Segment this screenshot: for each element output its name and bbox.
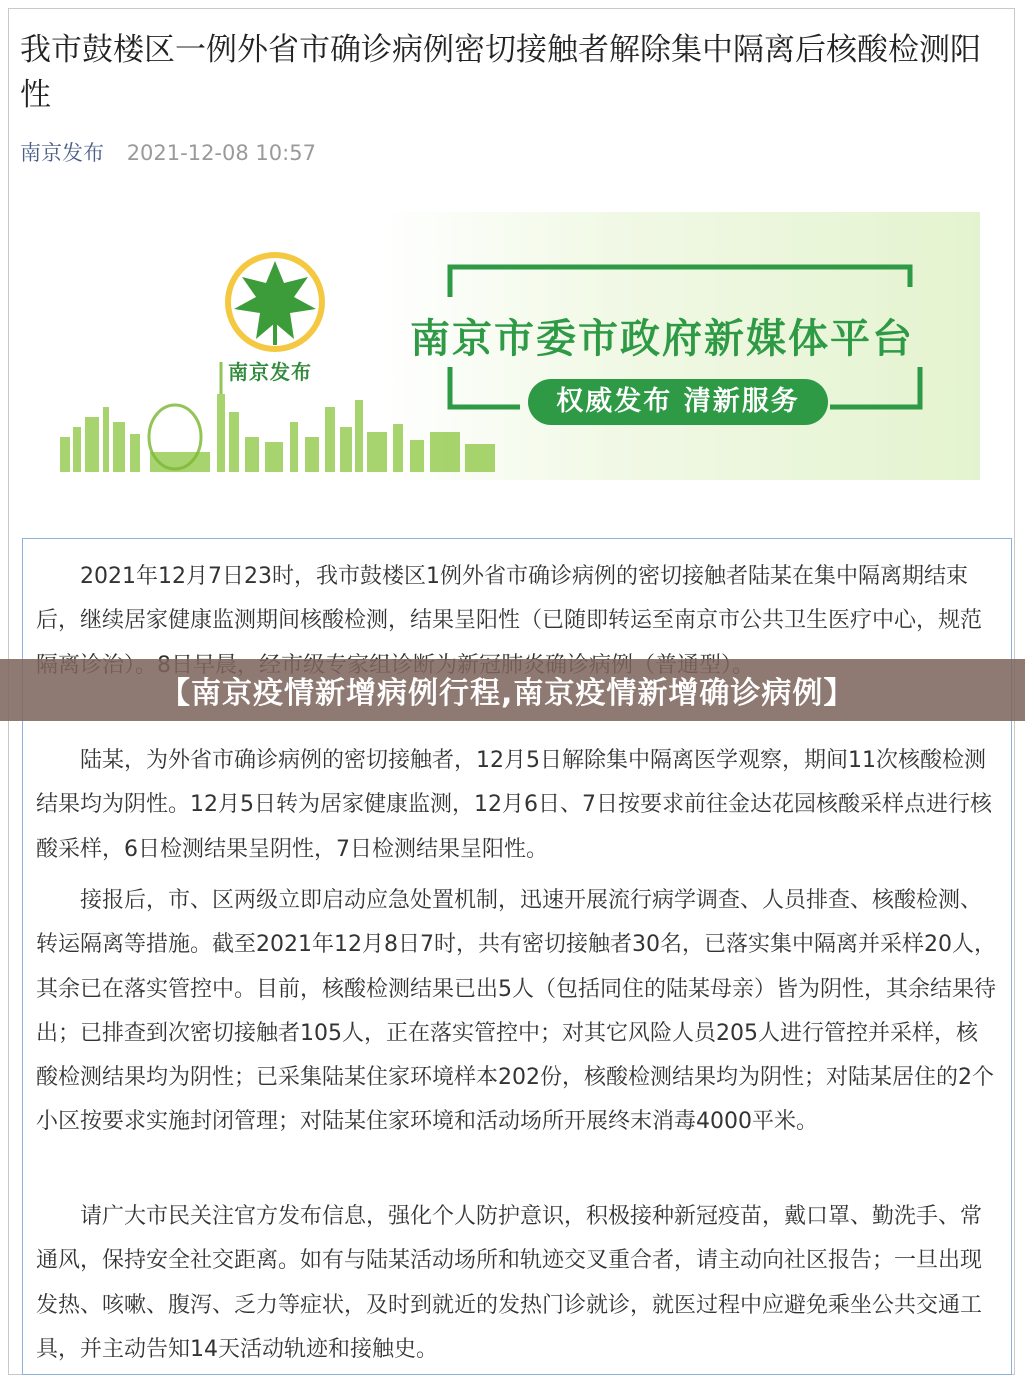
nanjing-fabu-logo xyxy=(220,247,330,357)
slogan-pill: 权威发布 清新服务 xyxy=(528,379,828,425)
article-paragraph: 请广大市民关注官方发布信息，强化个人防护意识，积极接种新冠疫苗，戴口罩、勤洗手、常通风，保持安全社交距离。如有与陆某活动场所和轨迹交叉重合者，请主动向社区报告；一旦出现发热、咳嗽、腹泻、乏力等症状，及时到就近的发热门诊就诊，就医过程中应避免乘坐公共交通工具，并主动告知14天活动轨迹和接触史。 xyxy=(36,1204,983,1362)
logo-caption: 南京发布 xyxy=(228,360,312,384)
banner-image xyxy=(55,212,980,480)
publish-date: 2021-12-08 10:57 xyxy=(126,141,316,165)
article-paragraph: 接报后，市、区两级立即启动应急处置机制，迅速开展流行病学调查、人员排查、核酸检测、转运隔离等措施。截至2021年12月8日7时，共有密切接触者30名，已落实集中隔离并采样20人，其余已在落实管控中。目前，核酸检测结果已出5人（包括同住的陆某母亲）皆为阴性，其余结果待出；已排查到次密切接触者105人，正在落实管控中；对其它风险人员205人进行管控并采样，核酸检测结果均为阴性；已采集陆某住家环境样本202份，核酸检测结果均为阴性；对陆某居住的2个小区按要求实施封闭管理；对陆某住家环境和活动场所开展终末消毒4000平米。 xyxy=(36,888,997,1135)
article-meta xyxy=(20,139,316,167)
article-title: 我市鼓楼区一例外省市确诊病例密切接触者解除集中隔离后核酸检测阳性 xyxy=(20,32,981,113)
headline-overlay-banner xyxy=(0,659,1025,721)
article-paragraph: 2021年12月7日23时，我市鼓楼区1例外省市确诊病例的密切接触者陆某在集中隔离期结束后，继续居家健康监测期间核酸检测，结果呈阳性（已随即转运至南京市公共卫生医疗中心，规范 xyxy=(36,564,983,634)
platform-title: 南京市委市政府新媒体平台 xyxy=(410,316,914,362)
article-paragraph: 陆某，为外省市确诊病例的密切接触者，12月5日解除集中隔离医学观察，期间11次核酸检测结果均为阴性。12月5日转为居家健康监测，12月6日、7日按要求前往金达花园核酸采样点进行核酸采样，6日检测结果呈阴性，7日检测结果呈阳性。 xyxy=(36,748,992,862)
overlay-title: 【南京疫情新增病例行程,南京疫情新增确诊病例】 xyxy=(160,676,855,711)
source-link[interactable]: 南京发布 xyxy=(20,141,104,165)
